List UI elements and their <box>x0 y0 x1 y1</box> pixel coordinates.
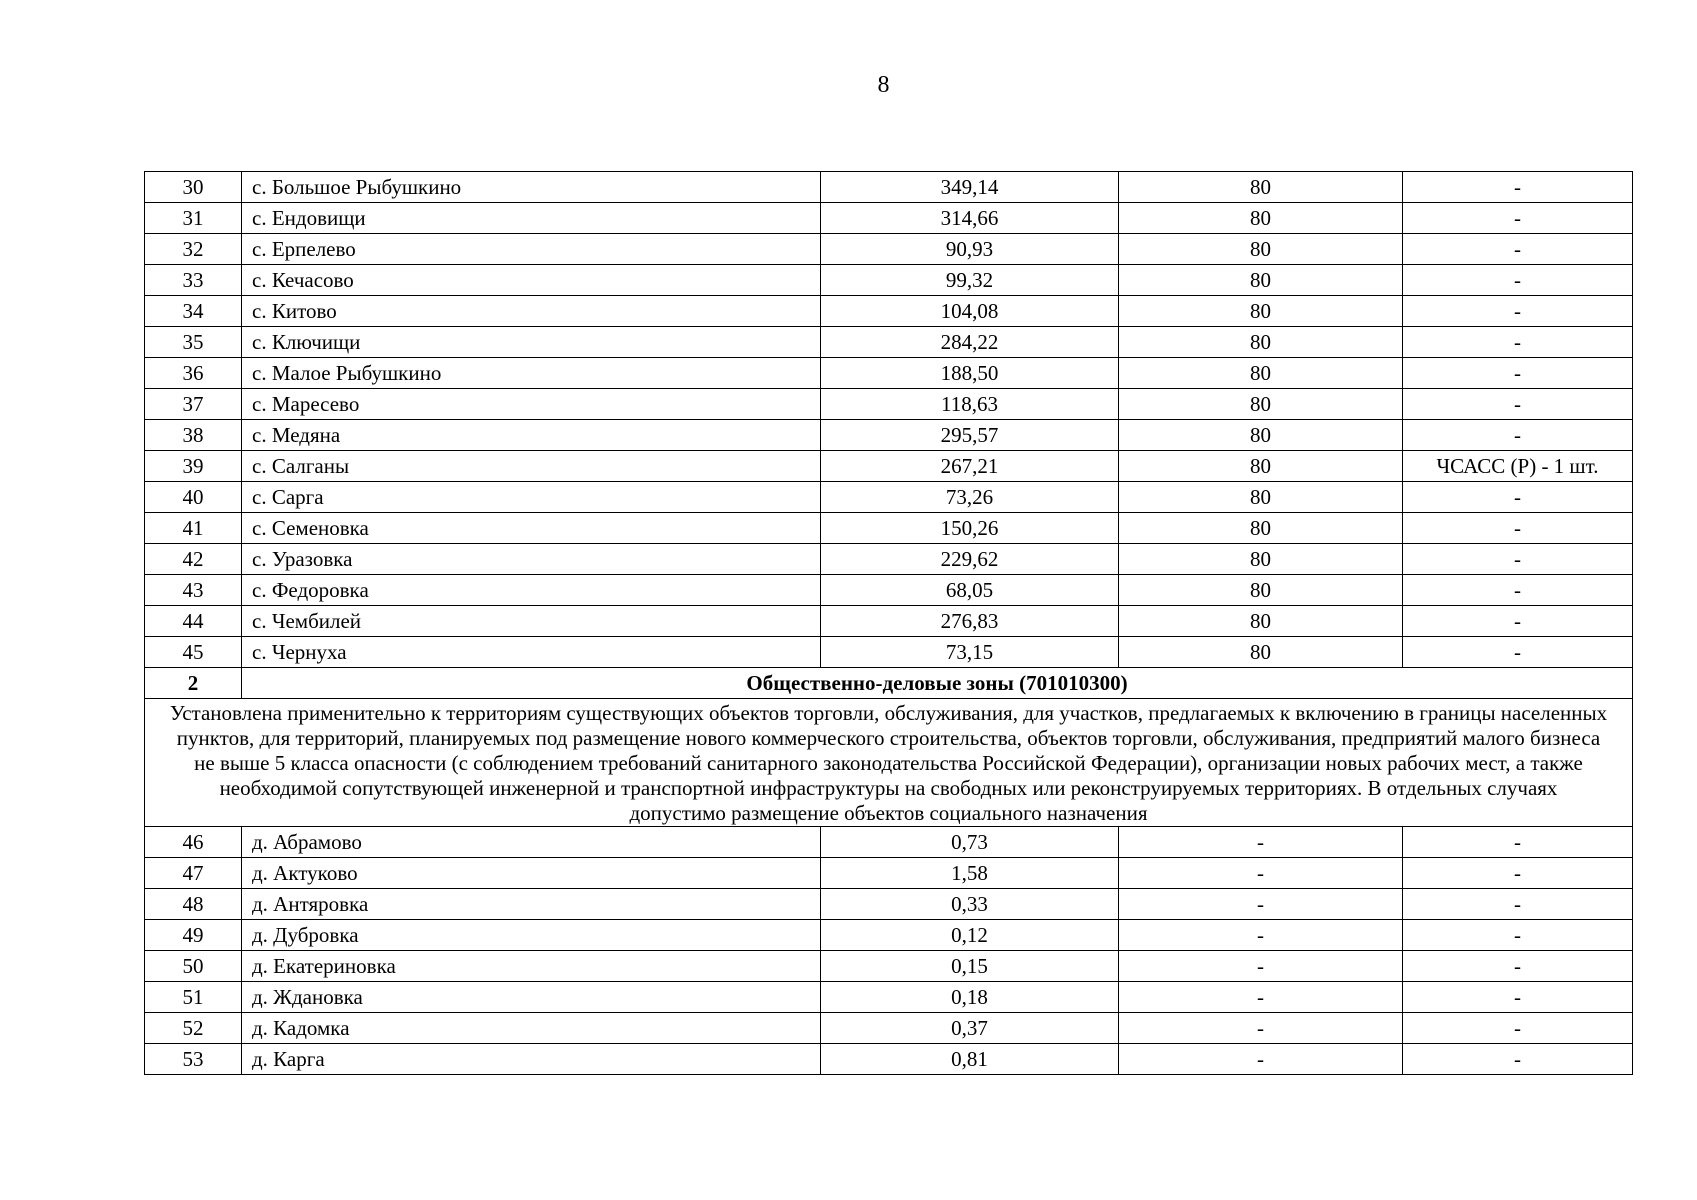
percent-value: 80 <box>1119 265 1403 296</box>
row-number: 45 <box>145 637 242 668</box>
percent-value: - <box>1119 920 1403 951</box>
row-number: 38 <box>145 420 242 451</box>
percent-value: - <box>1119 827 1403 858</box>
settlement-name: д. Антяровка <box>242 889 821 920</box>
percent-value: 80 <box>1119 420 1403 451</box>
area-value: 188,50 <box>821 358 1119 389</box>
settlement-name: с. Семеновка <box>242 513 821 544</box>
row-number: 47 <box>145 858 242 889</box>
settlement-name: с. Чембилей <box>242 606 821 637</box>
objects-value: - <box>1403 389 1633 420</box>
row-number: 30 <box>145 172 242 203</box>
area-value: 90,93 <box>821 234 1119 265</box>
percent-value: - <box>1119 951 1403 982</box>
table-row <box>145 920 1633 951</box>
area-value: 0,37 <box>821 1013 1119 1044</box>
settlement-name: с. Малое Рыбушкино <box>242 358 821 389</box>
objects-value: - <box>1403 982 1633 1013</box>
settlement-name: с. Уразовка <box>242 544 821 575</box>
table-row <box>145 606 1633 637</box>
settlement-name: с. Ключищи <box>242 327 821 358</box>
settlement-name: с. Ерпелево <box>242 234 821 265</box>
area-value: 0,12 <box>821 920 1119 951</box>
area-value: 276,83 <box>821 606 1119 637</box>
percent-value: 80 <box>1119 637 1403 668</box>
area-value: 73,26 <box>821 482 1119 513</box>
area-value: 99,32 <box>821 265 1119 296</box>
table-body-top <box>145 172 1633 668</box>
table-row <box>145 358 1633 389</box>
objects-value: - <box>1403 575 1633 606</box>
zones-table <box>144 171 1633 1075</box>
section-title: Общественно-деловые зоны (701010300) <box>242 668 1633 699</box>
table-row <box>145 827 1633 858</box>
percent-value: 80 <box>1119 389 1403 420</box>
row-number: 40 <box>145 482 242 513</box>
objects-value: - <box>1403 606 1633 637</box>
objects-value: - <box>1403 827 1633 858</box>
percent-value: 80 <box>1119 234 1403 265</box>
objects-value: - <box>1403 1013 1633 1044</box>
area-value: 229,62 <box>821 544 1119 575</box>
table-row <box>145 482 1633 513</box>
section-description: Установлена применительно к территориям существующих объектов торговли, обслуживания, для участков, предлагаемых к включению в границы населенных пунктов, для территорий, планируемых под размещение нового коммерческого строительства, объектов торговли, обслуживания, предприятий малого бизнеса не выше 5 класса опасности (с соблюдением требований санитарного законодательства Российской Федерации), организации новых рабочих мест, а также необходимой сопутствующей инженерной и транспортной инфраструктуры на свободных или реконструируемых территориях. В отдельных случаях допустимо размещение объектов социального назначения <box>145 699 1633 827</box>
objects-value: - <box>1403 637 1633 668</box>
percent-value: - <box>1119 982 1403 1013</box>
table-row <box>145 1013 1633 1044</box>
percent-value: - <box>1119 1013 1403 1044</box>
area-value: 295,57 <box>821 420 1119 451</box>
objects-value: - <box>1403 296 1633 327</box>
table-row <box>145 389 1633 420</box>
objects-value: - <box>1403 482 1633 513</box>
row-number: 48 <box>145 889 242 920</box>
area-value: 73,15 <box>821 637 1119 668</box>
settlement-name: с. Ендовищи <box>242 203 821 234</box>
row-number: 41 <box>145 513 242 544</box>
row-number: 32 <box>145 234 242 265</box>
percent-value: - <box>1119 1044 1403 1075</box>
area-value: 349,14 <box>821 172 1119 203</box>
row-number: 33 <box>145 265 242 296</box>
settlement-name: с. Кечасово <box>242 265 821 296</box>
row-number: 46 <box>145 827 242 858</box>
objects-value: - <box>1403 327 1633 358</box>
percent-value: 80 <box>1119 172 1403 203</box>
percent-value: 80 <box>1119 482 1403 513</box>
percent-value: 80 <box>1119 513 1403 544</box>
row-number: 49 <box>145 920 242 951</box>
table-row <box>145 172 1633 203</box>
area-value: 314,66 <box>821 203 1119 234</box>
objects-value: - <box>1403 951 1633 982</box>
page-number: 8 <box>877 72 890 98</box>
section-block <box>145 668 1633 827</box>
table-body-bottom <box>145 827 1633 1075</box>
row-number: 43 <box>145 575 242 606</box>
objects-value: - <box>1403 513 1633 544</box>
row-number: 44 <box>145 606 242 637</box>
row-number: 31 <box>145 203 242 234</box>
area-value: 68,05 <box>821 575 1119 606</box>
objects-value: - <box>1403 858 1633 889</box>
settlement-name: с. Федоровка <box>242 575 821 606</box>
table-row <box>145 889 1633 920</box>
percent-value: 80 <box>1119 358 1403 389</box>
row-number: 50 <box>145 951 242 982</box>
objects-value: - <box>1403 234 1633 265</box>
settlement-name: с. Китово <box>242 296 821 327</box>
table-row <box>145 420 1633 451</box>
objects-value: ЧСАСС (Р) - 1 шт. <box>1403 451 1633 482</box>
area-value: 0,18 <box>821 982 1119 1013</box>
objects-value: - <box>1403 1044 1633 1075</box>
row-number: 51 <box>145 982 242 1013</box>
objects-value: - <box>1403 544 1633 575</box>
area-value: 104,08 <box>821 296 1119 327</box>
row-number: 39 <box>145 451 242 482</box>
section-description-row <box>145 699 1633 827</box>
settlement-name: с. Маресево <box>242 389 821 420</box>
percent-value: - <box>1119 889 1403 920</box>
table-row <box>145 451 1633 482</box>
objects-value: - <box>1403 420 1633 451</box>
settlement-name: с. Медяна <box>242 420 821 451</box>
settlement-name: д. Ждановка <box>242 982 821 1013</box>
objects-value: - <box>1403 358 1633 389</box>
area-value: 1,58 <box>821 858 1119 889</box>
settlement-name: д. Кадомка <box>242 1013 821 1044</box>
row-number: 36 <box>145 358 242 389</box>
table-row <box>145 544 1633 575</box>
table-row <box>145 637 1633 668</box>
percent-value: 80 <box>1119 296 1403 327</box>
area-value: 0,81 <box>821 1044 1119 1075</box>
area-value: 118,63 <box>821 389 1119 420</box>
settlement-name: с. Большое Рыбушкино <box>242 172 821 203</box>
table-row <box>145 296 1633 327</box>
percent-value: 80 <box>1119 203 1403 234</box>
table-row <box>145 951 1633 982</box>
settlement-name: д. Дубровка <box>242 920 821 951</box>
area-value: 284,22 <box>821 327 1119 358</box>
row-number: 42 <box>145 544 242 575</box>
area-value: 267,21 <box>821 451 1119 482</box>
section-header-row <box>145 668 1633 699</box>
percent-value: - <box>1119 858 1403 889</box>
table-row <box>145 1044 1633 1075</box>
table-row <box>145 203 1633 234</box>
settlement-name: д. Екатериновка <box>242 951 821 982</box>
percent-value: 80 <box>1119 606 1403 637</box>
table-row <box>145 982 1633 1013</box>
table-row <box>145 327 1633 358</box>
table-row <box>145 265 1633 296</box>
row-number: 35 <box>145 327 242 358</box>
row-number: 37 <box>145 389 242 420</box>
percent-value: 80 <box>1119 327 1403 358</box>
section-number: 2 <box>145 668 242 699</box>
settlement-name: д. Карга <box>242 1044 821 1075</box>
percent-value: 80 <box>1119 544 1403 575</box>
table-row <box>145 513 1633 544</box>
objects-value: - <box>1403 920 1633 951</box>
row-number: 52 <box>145 1013 242 1044</box>
percent-value: 80 <box>1119 451 1403 482</box>
area-value: 0,73 <box>821 827 1119 858</box>
area-value: 0,15 <box>821 951 1119 982</box>
row-number: 34 <box>145 296 242 327</box>
settlement-name: д. Актуково <box>242 858 821 889</box>
area-value: 150,26 <box>821 513 1119 544</box>
objects-value: - <box>1403 265 1633 296</box>
settlement-name: д. Абрамово <box>242 827 821 858</box>
objects-value: - <box>1403 203 1633 234</box>
row-number: 53 <box>145 1044 242 1075</box>
table-row <box>145 575 1633 606</box>
objects-value: - <box>1403 172 1633 203</box>
percent-value: 80 <box>1119 575 1403 606</box>
settlement-name: с. Чернуха <box>242 637 821 668</box>
settlement-name: с. Сарга <box>242 482 821 513</box>
table-row <box>145 234 1633 265</box>
table-row <box>145 858 1633 889</box>
objects-value: - <box>1403 889 1633 920</box>
settlement-name: с. Салганы <box>242 451 821 482</box>
area-value: 0,33 <box>821 889 1119 920</box>
